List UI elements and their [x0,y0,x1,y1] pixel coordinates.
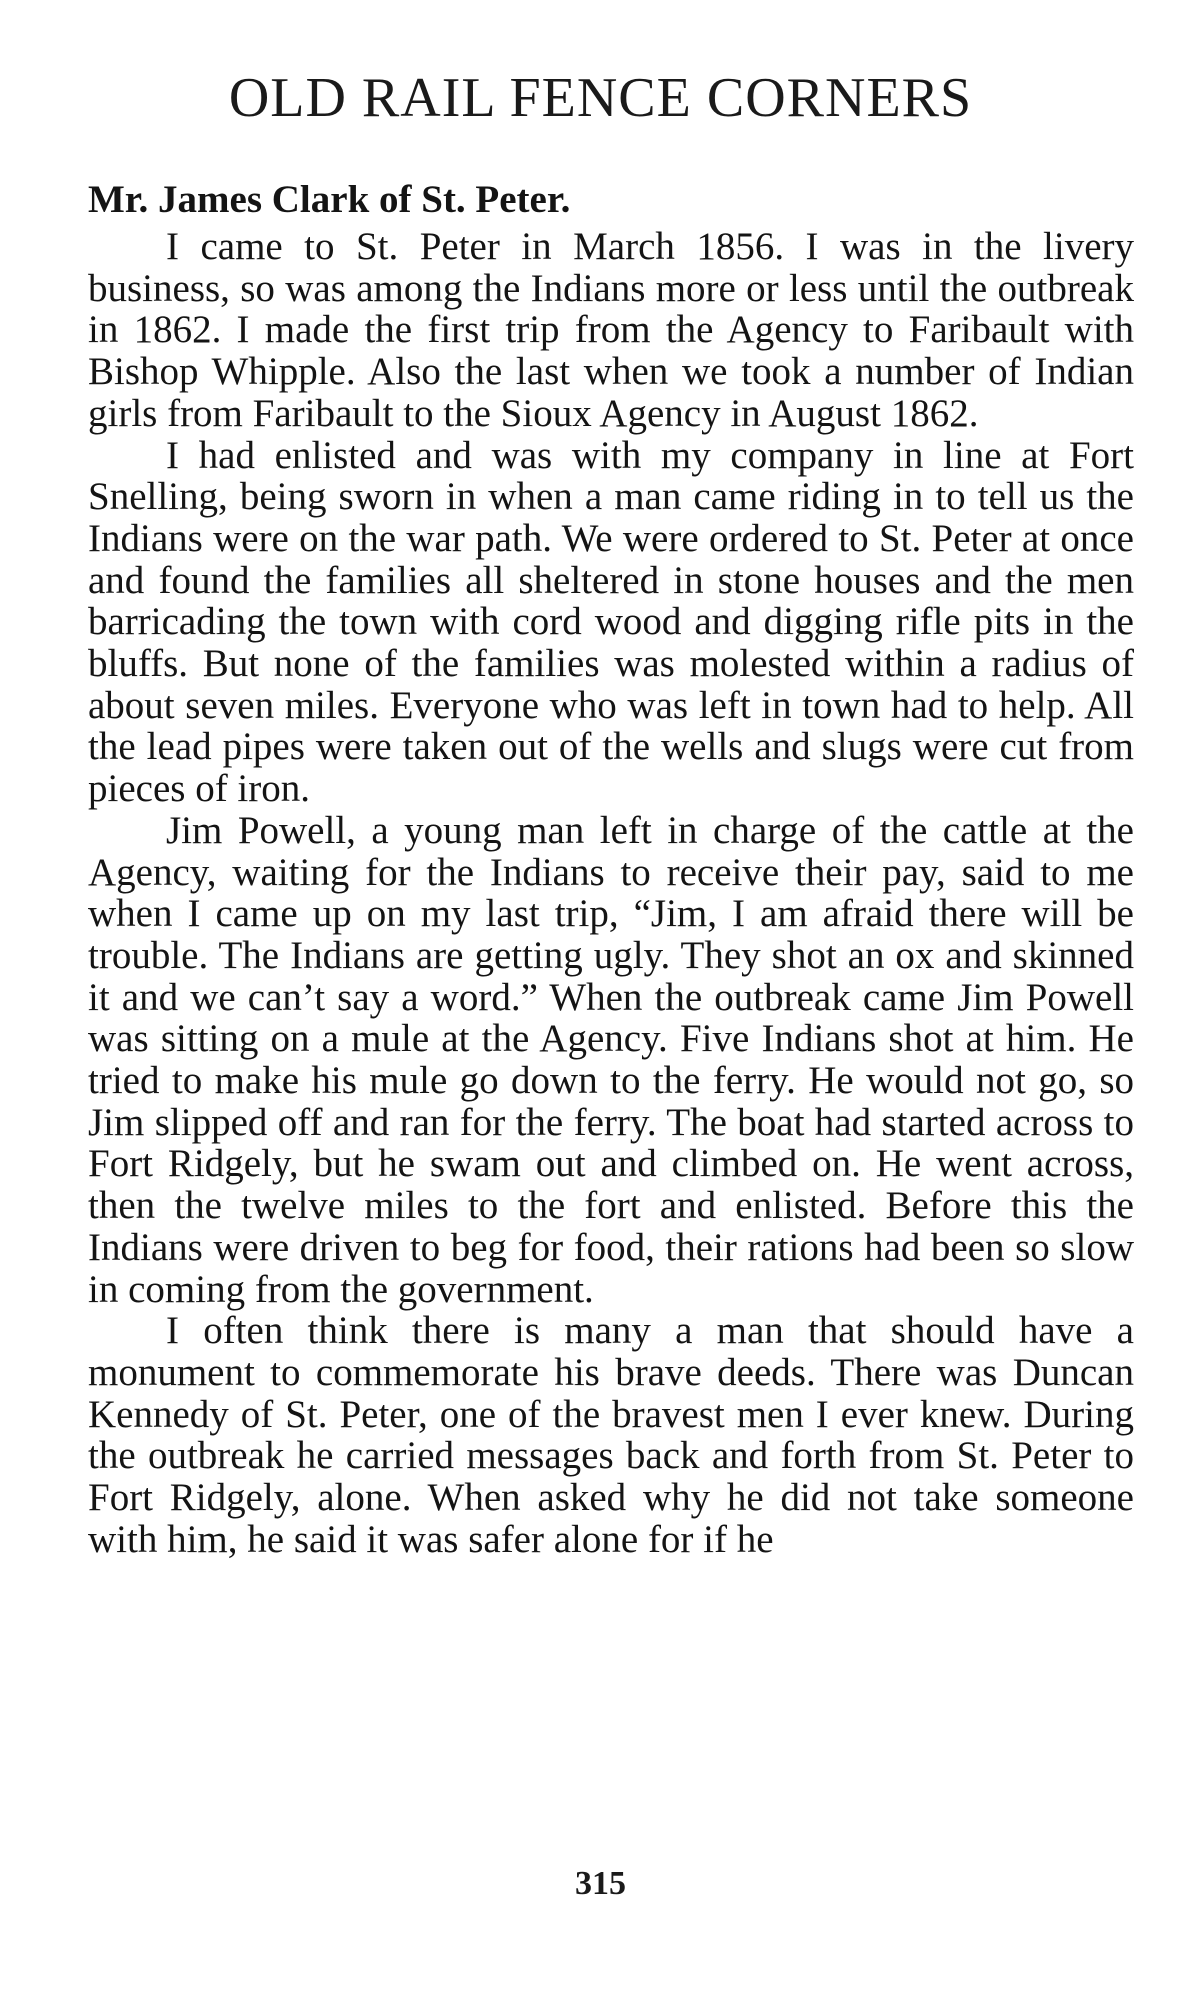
page-number: 315 [575,1865,626,1902]
paragraph-3: Jim Powell, a young man left in charge of the cattle at the Agency, waiting for the Indians to receive their pay, said to me when I came up on my last trip, “Jim, I am afraid there will be trouble. The Indians are getting ugly. They shot an ox and skinned it and we can’t say a word.” When the outbreak came Jim Powell was sitting on a mule at the Agency. Five Indians shot at him. He tried to make his mule go down to the ferry. He would not go, so Jim slipped off and ran for the ferry. The boat had started across to Fort Ridgely, but he swam out and climbed on. He went across, then the twelve miles to the fort and enlisted. Before this the Indians were driven to beg for food, their rations had been so slow in coming from the government. [88,808,1134,1311]
section-heading: Mr. James Clark of St. Peter. [88,178,571,221]
paragraph-1: I came to St. Peter in March 1856. I was in the livery business, so was among the Indians more or less until the outbreak in 1862. I made the first trip from the Agency to Faribault with Bishop Whipple. Also the last when we took a number of Indian girls from Faribault to the Sioux Agency in August 1862. [88,225,1134,435]
paragraph-2: I had enlisted and was with my company in line at Fort Snelling, being sworn in when a man came riding in to tell us the Indians were on the war path. We were ordered to St. Peter at once and found the families all sheltered in stone houses and the men barricading the town with cord wood and digging rifle pits in the bluffs. But none of the families was molested within a radius of about seven miles. Everyone who was left in town had to help. All the lead pipes were taken out of the wells and slugs were cut from pieces of iron. [88,433,1134,811]
paragraph-4: I often think there is many a man that should have a monument to commemorate his brave deeds. There was Duncan Kennedy of St. Peter, one of the bravest men I ever knew. During the outbreak he carried messages back and forth from St. Peter to Fort Ridgely, alone. When asked why he did not take someone with him, he said it was safer alone for if he [88,1309,1134,1561]
body-text [88,178,1134,1561]
running-head: OLD RAIL FENCE CORNERS [228,67,973,129]
